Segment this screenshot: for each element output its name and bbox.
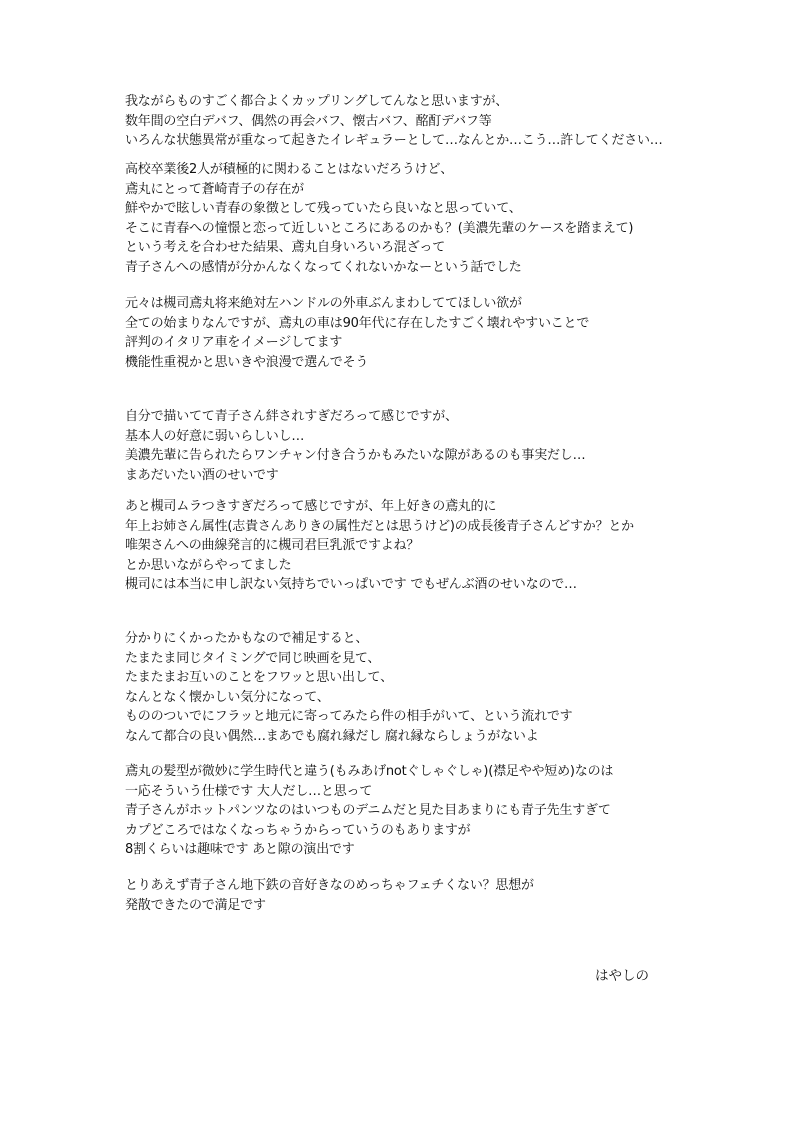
text-line: 青子さんへの感情が分かんなくなってくれないかなーという話でした — [125, 259, 522, 275]
text-line: 全ての始まりなんですが、鳶丸の車は90年代に存在したすごく壊れやすいことで — [125, 315, 590, 331]
text-line: 年上お姉さん属性(志貴さんありきの属性だとは思うけど)の成長後青子さんどすか？とか — [125, 518, 634, 534]
text-line: たまたまお互いのことをフワッと思い出して、 — [125, 670, 393, 685]
author-signature: はやしの — [595, 968, 649, 984]
text-line: なんて都合の良い偶然…まあでも腐れ縁だし 腐れ縁ならしょうがないよ — [125, 728, 539, 744]
text-line: という考えを合わせた結果、鳶丸自身いろいろ混ざって — [125, 240, 446, 255]
text-line: いろんな状態異常が重なって起きたイレギュラーとして…なんとか…こう…許してください… — [125, 133, 663, 148]
text-line: 数年間の空白デバフ、偶然の再会バフ、懐古バフ、酩酊デバフ等 — [125, 113, 492, 129]
text-line: 分かりにくかったかもなので補足すると、 — [125, 631, 369, 646]
text-line: 我ながらものすごく都合よくカップリングしてんなと思いますが、 — [125, 94, 509, 109]
text-line: もののついでにフラッと地元に寄ってみたら件の相手がいて、という流れです — [125, 709, 573, 724]
text-line: 美濃先輩に告られたらワンチャン付き合うかもみたいな隙があるのも事実だし… — [125, 448, 586, 463]
text-line: 元々は槻司鳶丸将来絶対左ハンドルの外車ぶんまわしててほしい欲が — [125, 296, 522, 311]
text-line: 評判のイタリア車をイメージしてます — [125, 335, 343, 350]
paragraph-youth-theme — [125, 160, 685, 277]
text-line: 槻司には本当に申し訳ない気持ちでいっぱいです でもぜんぶ酒のせいなので… — [125, 577, 577, 592]
text-line: 鳶丸の髪型が微妙に学生時代と違う(もみあげnotぐしゃぐしゃ)(襟足やや短め)なのは — [125, 764, 614, 779]
text-line: そこに青春への憧憬と恋って近しいところにあるのかも？(美濃先輩のケースを踏まえて) — [125, 220, 634, 236]
text-line: 高校卒業後2人が積極的に関わることはないだろうけど、 — [125, 162, 454, 177]
text-line: 鳶丸にとって蒼崎青子の存在が — [125, 181, 304, 197]
text-line: まあだいたい酒のせいです — [125, 467, 279, 483]
text-line: 唯架さんへの曲線発言的に槻司君巨乳派ですよね？ — [125, 538, 420, 553]
text-line: 基本人の好意に弱いらしいし… — [125, 428, 305, 444]
paragraph-car — [125, 294, 685, 372]
text-line: たまたま同じタイミングで同じ映画を見て、 — [125, 650, 381, 666]
paragraph-supplement — [125, 629, 685, 746]
text-line: 発散できたので満足です — [125, 897, 266, 913]
paragraph-closing — [125, 876, 685, 915]
text-line: 一応そういう仕様です 大人だし…と思って — [125, 783, 373, 799]
text-line: 機能性重視かと思いきや浪漫で選んでそう — [125, 354, 369, 370]
text-line: とか思いながらやってました — [125, 557, 292, 573]
text-line: なんとなく懐かしい気分になって、 — [125, 689, 330, 705]
text-line: 青子さんがホットパンツなのはいつものデニムだと見た目あまりにも青子先生すぎて — [125, 803, 611, 818]
paragraph-aoko — [125, 407, 685, 485]
text-line: カプどころではなくなっちゃうからっていうのもありますが — [125, 822, 471, 838]
paragraph-design-notes — [125, 762, 685, 860]
text-line: 自分で描いてて青子さん絆されすぎだろって感じですが、 — [125, 409, 458, 424]
text-line: 8割くらいは趣味です あと隙の演出です — [125, 842, 355, 857]
text-line: あと槻司ムラつきすぎだろって感じですが、年上好きの鳶丸的に — [125, 499, 497, 514]
paragraph-apology — [125, 92, 685, 151]
text-line: 鮮やかで眩しい青春の象徴として残っていたら良いなと思っていて、 — [125, 201, 522, 216]
paragraph-tsukiji — [125, 497, 685, 595]
text-line: とりあえず青子さん地下鉄の音好きなのめっちゃフェチくない？思想が — [125, 878, 534, 893]
